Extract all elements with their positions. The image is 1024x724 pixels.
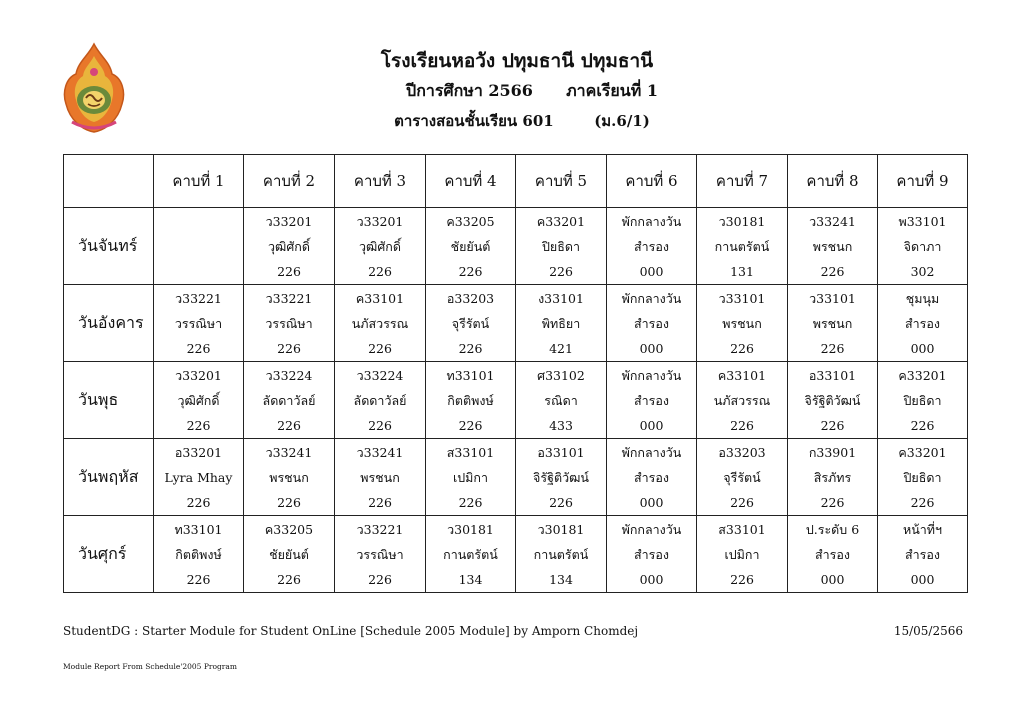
- cell-teacher: วุฒิศักดิ์: [177, 392, 220, 408]
- cell-teacher: พรชนก: [812, 315, 853, 331]
- schedule-cell: [788, 208, 878, 285]
- cell-code: ว30181: [718, 213, 766, 229]
- cell-code: ศ33102: [537, 367, 585, 383]
- cell-code: ป.ระดับ 6: [805, 521, 860, 537]
- cell-code: ว33241: [809, 213, 856, 229]
- academic-year: ปีการศึกษา 2566: [406, 81, 533, 100]
- cell-teacher: วุฒิศักดิ์: [359, 238, 401, 254]
- cell-room: 226: [368, 494, 392, 510]
- period-header: คาบที่ 2: [244, 155, 335, 208]
- cell-teacher: สำรอง: [634, 315, 669, 331]
- cell-code: ส33101: [446, 444, 495, 460]
- cell-room: 226: [368, 571, 392, 587]
- cell-room: 226: [277, 417, 301, 433]
- cell-teacher: จิรัฐิติวัฒน์: [804, 392, 861, 408]
- class-label: (ม.6/1): [594, 112, 650, 130]
- cell-room: 226: [368, 340, 392, 356]
- cell-code: พักกลางวัน: [621, 521, 682, 537]
- day-label: วันจันทร์: [64, 208, 154, 285]
- school-name: โรงเรียนหอวัง ปทุมธานี ปทุมธานี: [380, 50, 654, 72]
- schedule-cell: [697, 362, 788, 439]
- cell-teacher: ปิยธิดา: [541, 238, 581, 254]
- cell-code: อ33201: [174, 444, 223, 460]
- cell-teacher: กานตรัตน์: [714, 238, 770, 254]
- cell-code: ว33221: [265, 290, 313, 306]
- schedule-cell: [426, 362, 516, 439]
- cell-room: 000: [910, 571, 935, 587]
- cell-teacher: จุรีรัตน์: [723, 469, 761, 485]
- cell-code: พักกลางวัน: [621, 444, 682, 460]
- period-header: คาบที่ 4: [426, 155, 516, 208]
- schedule-cell: [244, 285, 335, 362]
- cell-code: ว33221: [356, 521, 404, 537]
- cell-code: ว30181: [537, 521, 585, 537]
- cell-code: ค33201: [898, 367, 947, 383]
- cell-code: ค33101: [717, 367, 767, 383]
- schedule-cell: [878, 516, 968, 593]
- schedule-cell: [335, 362, 426, 439]
- period-header: คาบที่ 7: [697, 155, 788, 208]
- cell-code: ว33201: [356, 213, 404, 229]
- cell-teacher: สิรภัทร: [813, 469, 852, 485]
- term: ภาคเรียนที่ 1: [566, 81, 658, 100]
- cell-room: 226: [186, 417, 211, 433]
- schedule-cell: [516, 285, 607, 362]
- cell-code: ว33224: [356, 367, 404, 383]
- cell-code: พักกลางวัน: [621, 213, 682, 229]
- schedule-cell: [878, 208, 968, 285]
- period-header: คาบที่ 1: [154, 155, 244, 208]
- cell-room: 226: [458, 263, 483, 279]
- day-label: วันศุกร์: [64, 516, 154, 593]
- day-label: วันอังคาร: [64, 285, 154, 362]
- period-header: คาบที่ 5: [516, 155, 607, 208]
- schedule-cell: [335, 439, 426, 516]
- table-row: [64, 516, 968, 593]
- cell-teacher: นภัสวรรณ: [713, 392, 771, 408]
- cell-room: 000: [639, 571, 664, 587]
- cell-code: ว33221: [175, 290, 222, 306]
- cell-room: 226: [368, 263, 392, 279]
- schedule-cell: [788, 516, 878, 593]
- schedule-cell: [697, 516, 788, 593]
- cell-code: พักกลางวัน: [621, 290, 682, 306]
- cell-room: 226: [277, 263, 301, 279]
- cell-room: 302: [910, 263, 935, 279]
- schedule-cell: [788, 439, 878, 516]
- cell-room: 226: [730, 340, 754, 356]
- schedule-cell: [154, 208, 244, 285]
- day-label: วันพุธ: [64, 362, 154, 439]
- cell-code: ส33101: [718, 521, 766, 537]
- cell-room: 226: [458, 340, 483, 356]
- cell-code: ว33224: [265, 367, 313, 383]
- cell-teacher: วุฒิศักดิ์: [268, 238, 310, 254]
- schedule-cell: [244, 208, 335, 285]
- cell-code: อ33101: [537, 444, 585, 460]
- cell-room: 000: [639, 263, 664, 279]
- schedule-cell: [516, 439, 607, 516]
- schedule-cell: [607, 208, 697, 285]
- schedule-cell: [607, 516, 697, 593]
- cell-teacher: ชัยยันต์: [269, 546, 309, 562]
- cell-teacher: สำรอง: [634, 392, 669, 408]
- schedule-cell: [516, 362, 607, 439]
- cell-code: ง33101: [538, 290, 584, 306]
- cell-room: 433: [549, 417, 573, 433]
- cell-room: 226: [277, 340, 301, 356]
- cell-code: ค33201: [898, 444, 947, 460]
- cell-room: 226: [910, 494, 935, 510]
- cell-teacher: ลัดดาวัลย์: [262, 392, 316, 408]
- cell-teacher: จิดาภา: [903, 238, 942, 254]
- schedule-cell: [154, 439, 244, 516]
- cell-code: ว33241: [356, 444, 404, 460]
- cell-room: 226: [277, 494, 301, 510]
- report-footer: [63, 624, 963, 638]
- cell-room: 226: [820, 263, 845, 279]
- cell-room: 000: [820, 571, 845, 587]
- cell-teacher: ปิยธิดา: [903, 469, 942, 485]
- cell-teacher: วรรณิษา: [265, 315, 313, 331]
- cell-code: ว33201: [265, 213, 313, 229]
- cell-teacher: กานตรัตน์: [533, 546, 589, 562]
- cell-teacher: จุรีรัตน์: [451, 315, 490, 331]
- cell-teacher: สำรอง: [815, 546, 850, 562]
- cell-room: 226: [277, 571, 301, 587]
- period-header: คาบที่ 6: [607, 155, 697, 208]
- period-header: คาบที่ 9: [878, 155, 968, 208]
- cell-code: ว33241: [265, 444, 313, 460]
- cell-room: 226: [820, 494, 845, 510]
- cell-code: ว33101: [718, 290, 766, 306]
- cell-teacher: จิรัฐิติวัฒน์: [533, 469, 589, 485]
- schedule-cell: [154, 362, 244, 439]
- cell-teacher: สำรอง: [634, 469, 669, 485]
- cell-room: 226: [820, 417, 845, 433]
- schedule-cell: [154, 285, 244, 362]
- cell-teacher: ลัดดาวัลย์: [353, 392, 407, 408]
- schedule-cell: [426, 285, 516, 362]
- schedule-cell: [244, 439, 335, 516]
- cell-teacher: พรชนก: [812, 238, 853, 254]
- table-row: [64, 285, 968, 362]
- cell-code: หน้าที่ฯ: [902, 521, 943, 537]
- schedule-cell: [878, 362, 968, 439]
- cell-teacher: สำรอง: [905, 315, 940, 331]
- table-row: [64, 439, 968, 516]
- academic-year-line: [40, 76, 1024, 106]
- cell-teacher: ชัยยันต์: [450, 238, 491, 254]
- schedule-table: [63, 154, 968, 593]
- schedule-cell: [607, 362, 697, 439]
- cell-room: 226: [458, 417, 483, 433]
- schedule-cell: [335, 516, 426, 593]
- cell-code: อ33203: [446, 290, 495, 306]
- cell-code: ชุมนุม: [905, 290, 940, 306]
- schedule-cell: [335, 285, 426, 362]
- cell-teacher: กิตติพงษ์: [175, 546, 222, 562]
- cell-code: ค33201: [536, 213, 586, 229]
- cell-teacher: กานตรัตน์: [443, 546, 498, 562]
- cell-room: 226: [186, 340, 211, 356]
- cell-room: 226: [730, 494, 754, 510]
- cell-room: 000: [639, 417, 664, 433]
- schedule-cell: [154, 516, 244, 593]
- schedule-cell: [788, 285, 878, 362]
- cell-teacher: Lyra Mhay: [164, 469, 233, 485]
- cell-room: 134: [458, 571, 483, 587]
- schedule-title-line: [20, 106, 1024, 136]
- cell-code: อ33203: [718, 444, 766, 460]
- cell-teacher: ปิยธิดา: [903, 392, 942, 408]
- schedule-cell: [878, 285, 968, 362]
- cell-room: 226: [549, 494, 573, 510]
- cell-room: 226: [820, 340, 845, 356]
- schedule-cell: [697, 285, 788, 362]
- schedule-cell: [697, 439, 788, 516]
- cell-teacher: วรรณิษา: [356, 546, 404, 562]
- cell-code: พ33101: [898, 213, 947, 229]
- cell-room: 226: [186, 494, 211, 510]
- schedule-cell: [697, 208, 788, 285]
- cell-code: ท33101: [174, 521, 223, 537]
- cell-teacher: รณิดา: [544, 392, 578, 408]
- cell-code: ค33205: [446, 213, 495, 229]
- cell-code: ท33101: [446, 367, 495, 383]
- report-header: [0, 46, 1024, 136]
- table-header-row: [64, 155, 968, 208]
- cell-room: 421: [549, 340, 573, 356]
- table-row: [64, 362, 968, 439]
- period-header: คาบที่ 3: [335, 155, 426, 208]
- schedule-cell: [607, 439, 697, 516]
- cell-room: 000: [910, 340, 935, 356]
- period-header: คาบที่ 8: [788, 155, 878, 208]
- cell-room: 000: [639, 494, 664, 510]
- cell-code: อ33101: [808, 367, 857, 383]
- schedule-cell: [516, 208, 607, 285]
- cell-teacher: สำรอง: [905, 546, 940, 562]
- table-row: [64, 208, 968, 285]
- schedule-cell: [426, 439, 516, 516]
- cell-teacher: เปมิกา: [724, 546, 760, 562]
- cell-room: 226: [910, 417, 935, 433]
- schedule-cell: [607, 285, 697, 362]
- cell-teacher: สำรอง: [634, 546, 669, 562]
- cell-code: ค33101: [355, 290, 405, 306]
- cell-room: 131: [730, 263, 754, 279]
- footer-credit: StudentDG : Starter Module for Student OnLine [Schedule 2005 Module] by Amporn Chomdej: [63, 624, 639, 638]
- cell-teacher: พรชนก: [360, 469, 400, 485]
- cell-teacher: กิตติพงษ์: [447, 392, 494, 408]
- schedule-cell: [516, 516, 607, 593]
- schedule-cell: [788, 362, 878, 439]
- cell-room: 000: [639, 340, 664, 356]
- cell-teacher: พรชนก: [722, 315, 762, 331]
- cell-code: ค33205: [264, 521, 314, 537]
- schedule-cell: [878, 439, 968, 516]
- cell-teacher: พรชนก: [269, 469, 309, 485]
- schedule-cell: [426, 516, 516, 593]
- cell-code: ว33101: [809, 290, 856, 306]
- schedule-title: ตารางสอนชั้นเรียน 601: [394, 112, 554, 130]
- cell-room: 226: [186, 571, 211, 587]
- schedule-cell: [244, 516, 335, 593]
- cell-teacher: วรรณิษา: [174, 315, 223, 331]
- footer-note: Module Report From Schedule'2005 Program: [63, 662, 237, 671]
- cell-teacher: นภัสวรรณ: [351, 315, 409, 331]
- cell-code: ก33901: [808, 444, 857, 460]
- schedule-cell: [244, 362, 335, 439]
- schedule-cell: [426, 208, 516, 285]
- cell-room: 134: [549, 571, 573, 587]
- corner-cell: [64, 155, 154, 208]
- cell-room: 226: [368, 417, 392, 433]
- cell-code: ว33201: [175, 367, 222, 383]
- cell-code: ว30181: [447, 521, 494, 537]
- cell-teacher: เปมิกา: [452, 469, 489, 485]
- cell-code: พักกลางวัน: [621, 367, 682, 383]
- cell-teacher: สำรอง: [634, 238, 669, 254]
- cell-room: 226: [730, 571, 754, 587]
- cell-teacher: พิทธิยา: [541, 315, 581, 331]
- schedule-cell: [335, 208, 426, 285]
- report-date: 15/05/2566: [893, 624, 963, 638]
- cell-room: 226: [730, 417, 754, 433]
- cell-room: 226: [549, 263, 573, 279]
- day-label: วันพฤหัส: [64, 439, 154, 516]
- cell-room: 226: [458, 494, 483, 510]
